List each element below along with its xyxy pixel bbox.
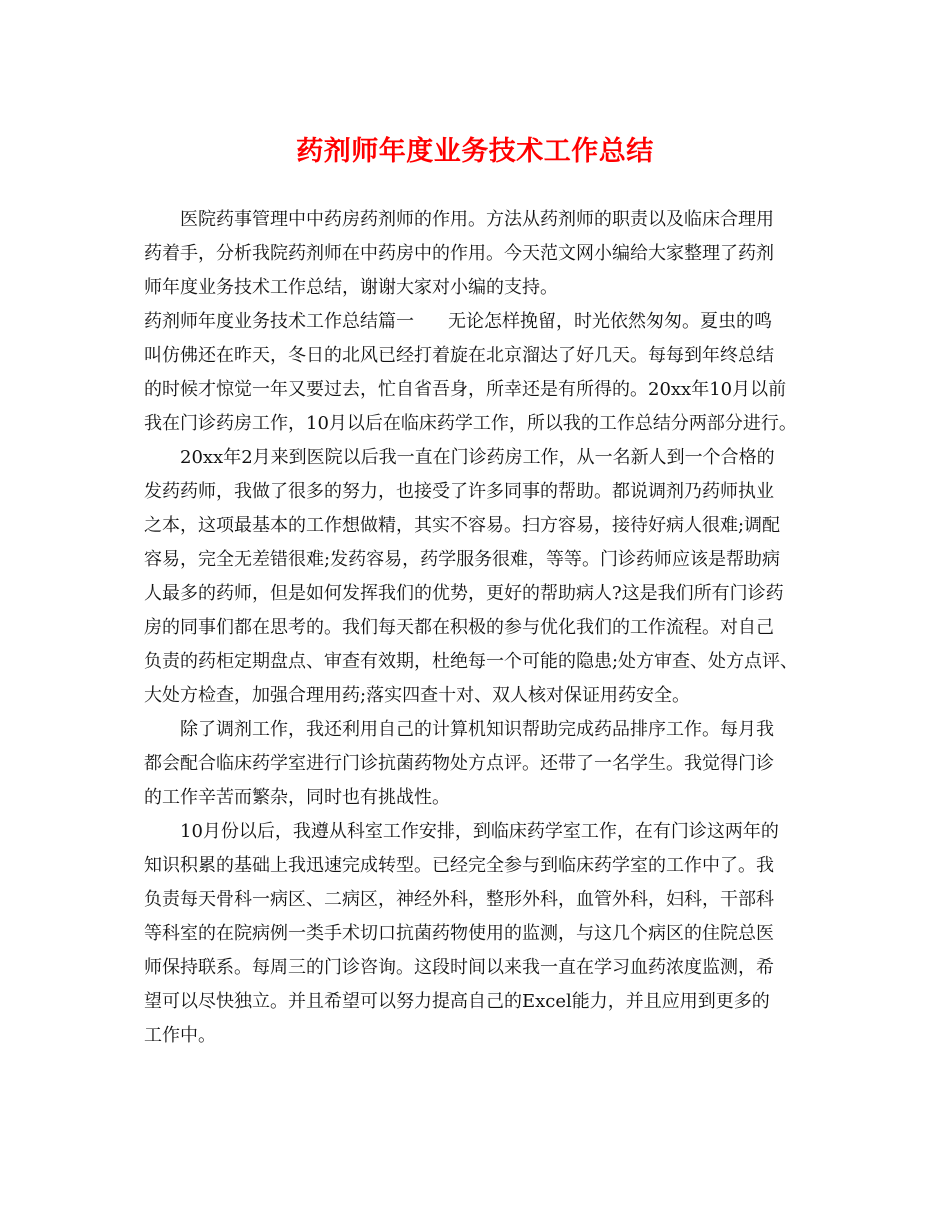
- paragraph-line: 20xx年2月来到医院以后我一直在门诊药房工作，从一名新人到一个合格的: [180, 447, 775, 468]
- section-heading-line: [144, 305, 814, 339]
- paragraph-line: 师年度业务技术工作总结，谢谢大家对小编的支持。: [144, 277, 558, 298]
- paragraph-line: 房的同事们都在思考的。我们每天都在积极的参与优化我们的工作流程。对自己: [144, 617, 774, 638]
- paragraph-line: 负责每天骨科一病区、二病区，神经外科，整形外科，血管外科，妇科，干部科: [144, 889, 774, 910]
- paragraph-line: 医院药事管理中中药房药剂师的作用。方法从药剂师的职责以及临床合理用: [180, 209, 774, 230]
- paragraph-line: 望可以尽快独立。并且希望可以努力提高自己的Excel能力，并且应用到更多的: [144, 991, 770, 1012]
- paragraph-line: 10月份以后，我遵从科室工作安排，到临床药学室工作，在有门诊这两年的: [180, 821, 779, 842]
- paragraph-line: 无论怎样挽留，时光依然匆匆。夏虫的鸣: [448, 311, 772, 332]
- paragraph-line: 师保持联系。每周三的门诊咨询。这段时间以来我一直在学习血药浓度监测，希: [144, 957, 774, 978]
- paragraph-line: 知识积累的基础上我迅速完成转型。已经完全参与到临床药学室的工作中了。我: [144, 855, 774, 876]
- document-body: [144, 203, 814, 1053]
- paragraph-line: 的工作辛苦而繁杂，同时也有挑战性。: [144, 787, 450, 808]
- paragraph-line: 人最多的药师，但是如何发挥我们的优势，更好的帮助病人?这是我们所有门诊药: [144, 583, 784, 604]
- paragraph-line: 大处方检查，加强合理用药;落实四查十对、双人核对保证用药安全。: [144, 685, 691, 706]
- paragraph-line: 工作中。: [144, 1025, 216, 1046]
- paragraph-line: 发药药师，我做了很多的努力，也接受了许多同事的帮助。都说调剂乃药师执业: [144, 481, 774, 502]
- paragraph-line: 除了调剂工作，我还利用自己的计算机知识帮助完成药品排序工作。每月我: [180, 719, 774, 740]
- document-title: 药剂师年度业务技术工作总结: [296, 136, 654, 167]
- paragraph-line: 的时候才惊觉一年又要过去，忙自省吾身，所幸还是有所得的。20xx年10月以前: [144, 379, 787, 400]
- paragraph-line: 等科室的在院病例一类手术切口抗菌药物使用的监测，与这几个病区的住院总医: [144, 923, 774, 944]
- paragraph-line: 之本，这项最基本的工作想做精，其实不容易。扫方容易，接待好病人很难;调配: [144, 515, 781, 536]
- paragraph-line: 药着手，分析我院药剂师在中药房中的作用。今天范文网小编给大家整理了药剂: [144, 243, 774, 264]
- paragraph-line: 我在门诊药房工作，10月以后在临床药学工作，所以我的工作总结分两部分进行。: [144, 413, 797, 434]
- paragraph-line: 负责的药柜定期盘点、审查有效期，杜绝每一个可能的隐患;处方审查、处方点评、: [144, 651, 799, 672]
- paragraph-line: 容易，完全无差错很难;发药容易，药学服务很难，等等。门诊药师应该是帮助病: [144, 549, 781, 570]
- paragraph-line: 都会配合临床药学室进行门诊抗菌药物处方点评。还带了一名学生。我觉得门诊: [144, 753, 774, 774]
- section-heading: 药剂师年度业务技术工作总结篇一: [144, 311, 414, 332]
- paragraph-line: 叫仿佛还在昨天，冬日的北风已经打着旋在北京溜达了好几天。每每到年终总结: [144, 345, 774, 366]
